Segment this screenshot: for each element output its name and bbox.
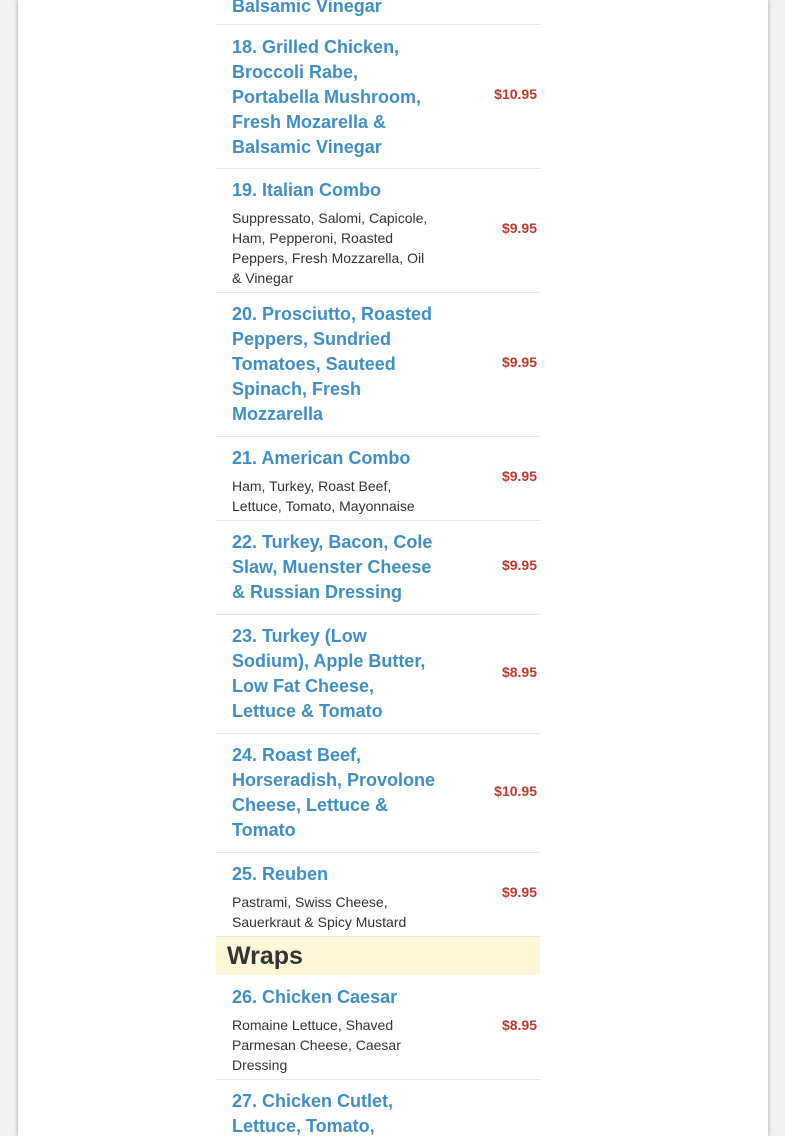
- item-title[interactable]: 24. Roast Beef, Horseradish, Provolone Cheese, Lettuce & Tomato: [232, 745, 436, 840]
- menu-item[interactable]: [216, 437, 541, 521]
- item-price: $9.95: [501, 557, 537, 573]
- menu-item[interactable]: [216, 853, 541, 937]
- section-header-wraps: [216, 937, 540, 975]
- item-title[interactable]: 20. Prosciutto, Roasted Peppers, Sundried Tomatoes, Sauteed Spinach, Fresh Mozzarella: [232, 304, 433, 424]
- item-description: Suppressato, Salomi, Capicole, Ham, Pepperoni, Roasted Peppers, Fresh Mozzarella, Oil & Vinegar: [232, 210, 428, 286]
- item-price: $9.95: [501, 468, 537, 484]
- item-description: Romaine Lettuce, Shaved Parmesan Cheese, Caesar Dressing: [232, 1017, 401, 1073]
- item-title[interactable]: Balsamic Vinegar: [232, 0, 382, 16]
- section-title: Wraps: [227, 942, 303, 970]
- menu-item[interactable]: [216, 975, 541, 1080]
- item-price: $9.95: [501, 884, 537, 900]
- item-description: Ham, Turkey, Roast Beef, Lettuce, Tomato, Mayonnaise: [232, 478, 415, 514]
- item-price: $8.95: [501, 1017, 537, 1033]
- item-title[interactable]: 22. Turkey, Bacon, Cole Slaw, Muenster Cheese & Russian Dressing: [232, 532, 433, 602]
- item-title[interactable]: 27. Chicken Cutlet, Lettuce, Tomato,: [232, 1091, 394, 1136]
- item-price: $10.95: [494, 86, 537, 102]
- menu-item[interactable]: [216, 734, 541, 853]
- menu-page: [18, 0, 768, 1136]
- item-price: $8.95: [501, 664, 537, 680]
- item-price: $10.95: [494, 783, 537, 799]
- item-title[interactable]: 21. American Combo: [232, 448, 411, 468]
- item-price: $9.95: [501, 354, 537, 370]
- menu-item[interactable]: [216, 521, 541, 615]
- item-title[interactable]: 19. Italian Combo: [232, 180, 382, 200]
- menu-item[interactable]: [216, 293, 541, 437]
- menu-item[interactable]: [216, 1080, 541, 1136]
- item-description: Pastrami, Swiss Cheese, Sauerkraut & Spicy Mustard: [232, 894, 407, 930]
- menu-item[interactable]: [216, 25, 541, 169]
- menu-item[interactable]: [216, 0, 541, 25]
- menu-item[interactable]: [216, 169, 541, 293]
- menu-item[interactable]: [216, 615, 541, 734]
- item-title[interactable]: 18. Grilled Chicken, Broccoli Rabe, Portabella Mushroom, Fresh Mozarella & Balsamic Vinegar: [232, 37, 422, 157]
- item-title[interactable]: 26. Chicken Caesar: [232, 987, 398, 1007]
- item-price: $9.95: [501, 220, 537, 236]
- item-title[interactable]: 23. Turkey (Low Sodium), Apple Butter, Low Fat Cheese, Lettuce & Tomato: [232, 626, 426, 721]
- item-title[interactable]: 25. Reuben: [232, 864, 329, 884]
